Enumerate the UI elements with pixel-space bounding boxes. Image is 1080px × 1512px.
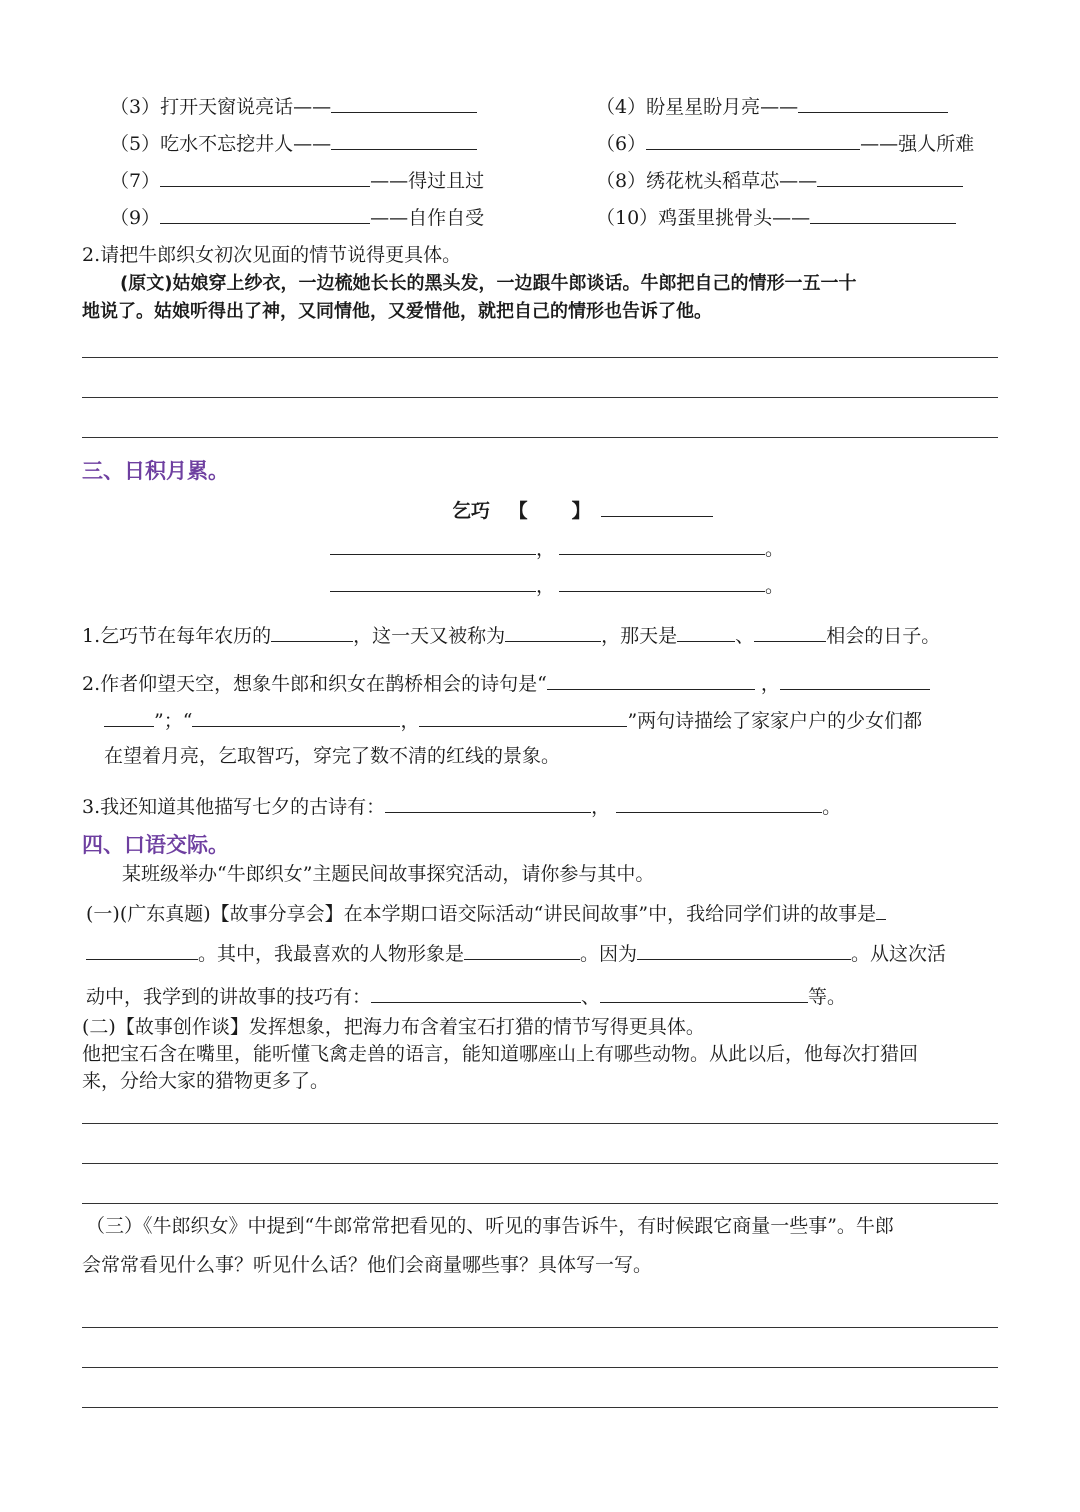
answer-blank[interactable] <box>192 706 400 727</box>
answer-blank[interactable] <box>160 166 370 187</box>
idiom-10: （10）鸡蛋里挑骨头—— <box>596 203 956 231</box>
answer-blank[interactable] <box>104 706 154 727</box>
answer-blank[interactable] <box>876 899 886 920</box>
idiom-9: （9） ——自作自受 <box>110 203 484 231</box>
author-blank[interactable] <box>601 496 713 517</box>
answer-blank[interactable] <box>505 621 601 642</box>
q2-prompt: 2.请把牛郎织女初次见面的情节说得更具体。 <box>82 244 462 266</box>
poem-line-1: ， 。 <box>330 534 784 562</box>
poem-blank[interactable] <box>330 534 536 555</box>
answer-blank[interactable] <box>616 792 822 813</box>
writing-line[interactable] <box>82 1163 998 1164</box>
s3-question-2-line3: 在望着月亮，乞取智巧，穿完了数不清的红线的景象。 <box>104 745 561 767</box>
s4-part1-line1: (一)(广东真题)【故事分享会】在本学期口语交际活动“讲民间故事”中，我给同学们讲的故事是 <box>86 899 886 927</box>
writing-line[interactable] <box>82 1407 998 1408</box>
answer-blank[interactable] <box>371 982 581 1003</box>
writing-line[interactable] <box>82 1123 998 1124</box>
poem-blank[interactable] <box>330 571 536 592</box>
poem-title: 乞巧 <box>452 500 491 522</box>
original-text-line2: 地说了。姑娘听得出了神，又同情他，又爱惜他，就把自己的情形也告诉了他。 <box>82 301 712 322</box>
section-3-heading: 三、日积月累。 <box>82 459 229 483</box>
s3-question-1: 1.乞巧节在每年农历的 ，这一天又被称为 ，那天是 、 相会的日子。 <box>82 621 940 649</box>
answer-blank[interactable] <box>271 621 353 642</box>
answer-blank[interactable] <box>547 669 755 690</box>
s3-question-2-line2: ”；“ ， ”两句诗描绘了家家户户的少女们都 <box>104 706 922 734</box>
answer-blank[interactable] <box>754 621 826 642</box>
idiom-3: （3）打开天窗说亮话—— <box>110 92 477 120</box>
answer-blank[interactable] <box>646 129 860 150</box>
writing-line[interactable] <box>82 1367 998 1368</box>
original-text-line1: (原文)姑娘穿上纱衣，一边梳她长长的黑头发，一边跟牛郎谈话。牛郎把自己的情形一五一十 <box>120 273 857 294</box>
section-4-heading: 四、口语交际。 <box>82 833 229 857</box>
poem-blank[interactable] <box>559 534 765 555</box>
writing-line[interactable] <box>82 1327 998 1328</box>
s4-part2-line2: 来，分给大家的猎物更多了。 <box>82 1070 330 1092</box>
idiom-7: （7） ——得过且过 <box>110 166 484 194</box>
answer-blank[interactable] <box>464 939 580 960</box>
section-4-intro: 某班级举办“牛郎织女”主题民间故事探究活动，请你参与其中。 <box>122 863 655 885</box>
s3-question-2-line1: 2.作者仰望天空，想象牛郎和织女在鹊桥相会的诗句是“ ， <box>82 669 930 697</box>
bracket-open: 【 <box>508 500 528 522</box>
answer-blank[interactable] <box>677 621 735 642</box>
answer-blank[interactable] <box>637 939 851 960</box>
answer-blank[interactable] <box>810 203 956 224</box>
poem-title-row <box>452 496 713 524</box>
poem-line-2: ， 。 <box>330 571 784 599</box>
idiom-4: （4）盼星星盼月亮—— <box>596 92 948 120</box>
s4-part2-line1: 他把宝石含在嘴里，能听懂飞禽走兽的语言，能知道哪座山上有哪些动物。从此以后，他每次打猎回 <box>82 1043 919 1065</box>
answer-blank[interactable] <box>160 203 370 224</box>
answer-blank[interactable] <box>331 129 477 150</box>
idiom-6: （6） ——强人所难 <box>596 129 974 157</box>
idiom-8: （8）绣花枕头稻草芯—— <box>596 166 963 194</box>
writing-line[interactable] <box>82 1203 998 1204</box>
s4-part1-line2: 。其中，我最喜欢的人物形象是 。因为 。从这次活 <box>86 939 946 967</box>
s4-part2-title: (二)【故事创作谈】发挥想象，把海力布含着宝石打猎的情节写得更具体。 <box>82 1016 705 1038</box>
answer-blank[interactable] <box>331 92 477 113</box>
poem-blank[interactable] <box>559 571 765 592</box>
answer-blank[interactable] <box>798 92 948 113</box>
s3-question-3: 3.我还知道其他描写七夕的古诗有： ， 。 <box>82 792 841 820</box>
answer-blank[interactable] <box>780 669 930 690</box>
idiom-5: （5）吃水不忘挖井人—— <box>110 129 477 157</box>
answer-blank[interactable] <box>86 939 198 960</box>
answer-blank[interactable] <box>600 982 808 1003</box>
writing-line[interactable] <box>82 397 998 398</box>
bracket-close: 】 <box>571 500 591 522</box>
writing-line[interactable] <box>82 437 998 438</box>
s4-part1-line3: 动中，我学到的讲故事的技巧有： 、 等。 <box>86 982 846 1010</box>
writing-line[interactable] <box>82 357 998 358</box>
s4-part3-line1: （三）《牛郎织女》中提到“牛郎常常把看见的、听见的事告诉牛，有时候跟它商量一些事”。牛郎 <box>86 1215 894 1237</box>
answer-blank[interactable] <box>385 792 591 813</box>
answer-blank[interactable] <box>817 166 963 187</box>
answer-blank[interactable] <box>419 706 627 727</box>
s4-part3-line2: 会常常看见什么事？听见什么话？他们会商量哪些事？具体写一写。 <box>82 1254 653 1276</box>
